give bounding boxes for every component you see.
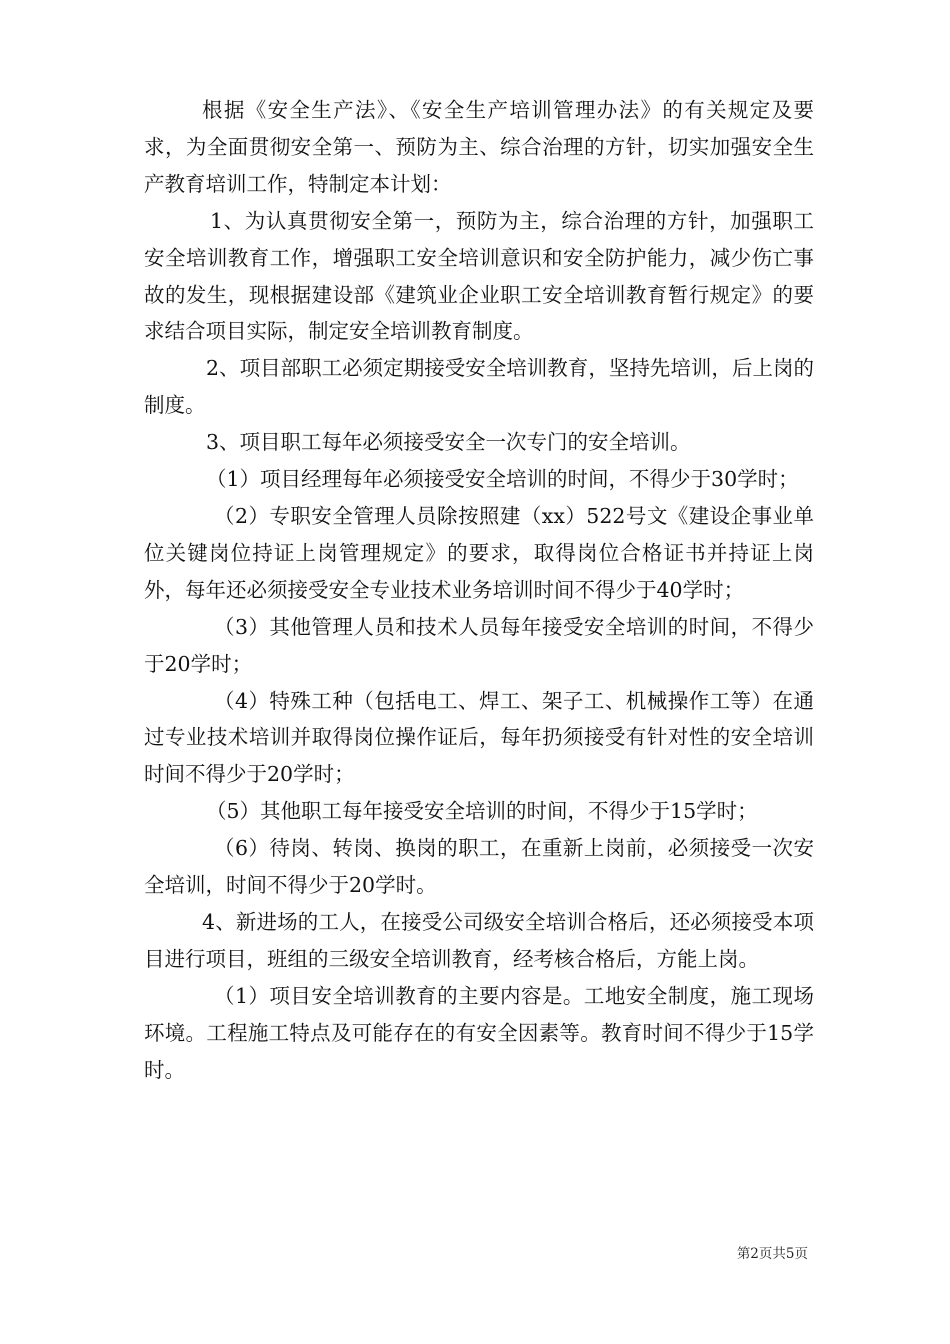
clause-4-item-1: （1）项目安全培训教育的主要内容是。工地安全制度，施工现场环境。工程施工特点及可能存在的有安全因素等。教育时间不得少于15学时。 <box>144 983 814 1082</box>
clause-3-paragraph: 3、项目职工每年必须接受安全一次专门的安全培训。 <box>206 430 691 455</box>
clause-1-paragraph: 1、为认真贯彻安全第一，预防为主，综合治理的方针，加强职工安全培训教育工作，增强职工安全培训意识和安全防护能力，减少伤亡事故的发生，现根据建设部《建筑业企业职工安全培训教育暂行规定》的要求结合项目实际，制定安全培训教育制度。 <box>144 208 814 344</box>
clause-2-paragraph: 2、项目部职工必须定期接受安全培训教育，坚持先培训，后上岗的制度。 <box>144 356 814 418</box>
page-number-footer: 第2页共5页 <box>736 1246 808 1262</box>
clause-3-item-4: （4）特殊工种（包括电工、焊工、架子工、机械操作工等）在通过专业技术培训并取得岗位操作证后，每年扔须接受有针对性的安全培训时间不得少于20学时； <box>144 688 814 787</box>
clause-3-item-5: （5）其他职工每年接受安全培训的时间，不得少于15学时； <box>206 799 758 824</box>
clause-4-paragraph: 4、新进场的工人，在接受公司级安全培训合格后，还必须接受本项目进行项目，班组的三级安全培训教育，经考核合格后，方能上岗。 <box>144 909 814 971</box>
clause-3-item-3: （3）其他管理人员和技术人员每年接受安全培训的时间，不得少于20学时； <box>144 614 814 676</box>
clause-3-item-2: （2）专职安全管理人员除按照建（xx）522号文《建设企事业单位关键岗位持证上岗管理规定》的要求，取得岗位合格证书并持证上岗外，每年还必须接受安全专业技术业务培训时间不得少于40学时； <box>144 503 814 602</box>
clause-3-item-6: （6）待岗、转岗、换岗的职工，在重新上岗前，必须接受一次安全培训，时间不得少于20学时。 <box>144 836 814 898</box>
intro-paragraph: 根据《安全生产法》、《安全生产培训管理办法》的有关规定及要求，为全面贯彻安全第一、预防为主、综合治理的方针，切实加强安全生产教育培训工作，特制定本计划： <box>144 98 814 196</box>
clause-3-item-1: （1）项目经理每年必须接受安全培训的时间，不得少于30学时； <box>206 467 799 492</box>
document-body <box>144 92 814 1088</box>
